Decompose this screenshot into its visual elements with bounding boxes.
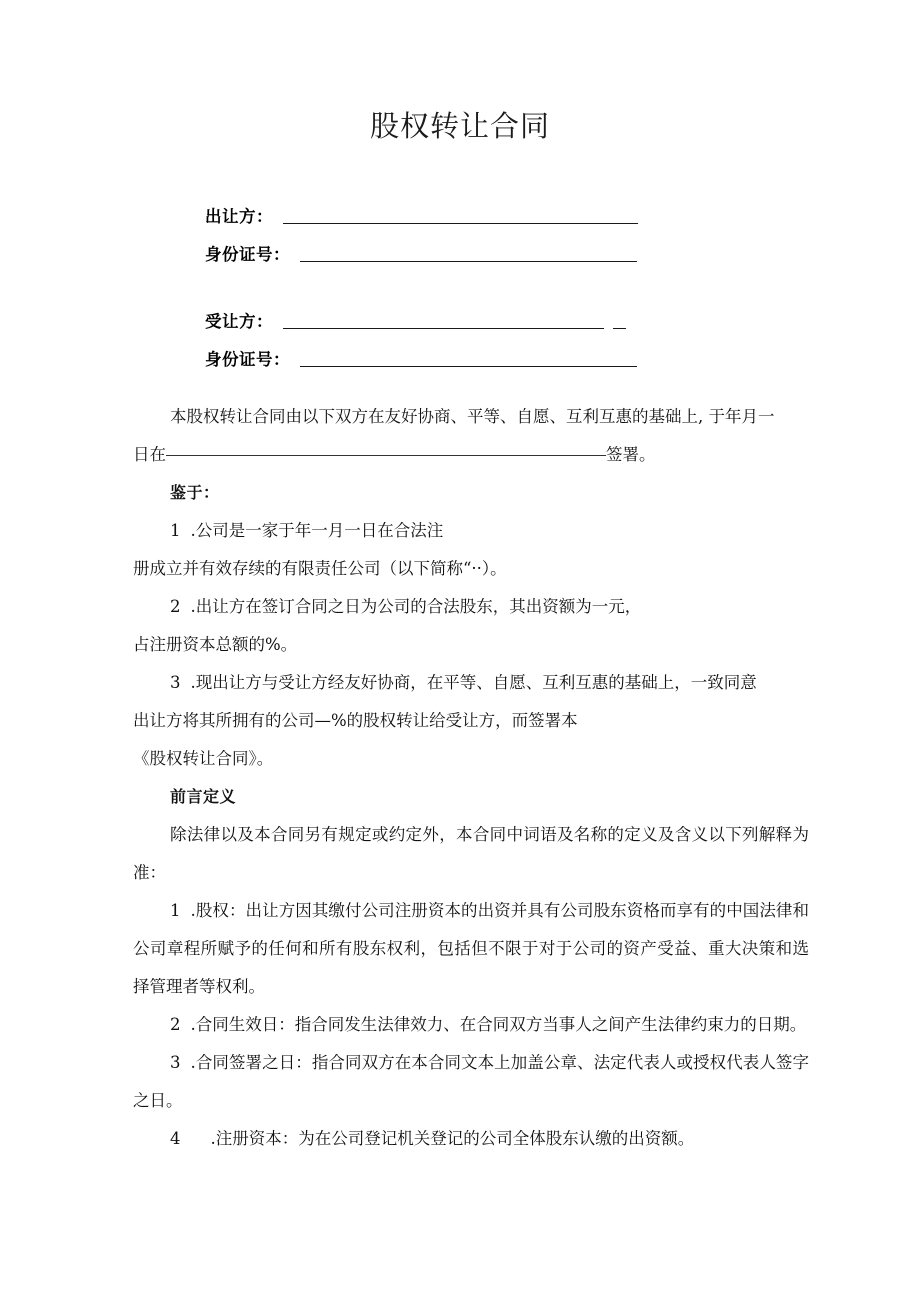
- whereas-item-1-line-1: [133, 512, 809, 550]
- definition-item-4-text: 注册资本：为在公司登记机关登记的公司全体股东认缴的出资额。: [215, 1129, 695, 1148]
- definition-item-4-number: 4: [170, 1129, 181, 1148]
- preamble-line-2-suffix: 签署。: [606, 445, 656, 464]
- whereas-item-2-text: 出让方在签订合同之日为公司的合法股东，其出资额为一元，: [195, 597, 642, 616]
- definitions-section: [133, 778, 809, 1158]
- definitions-intro: 除法律以及本合同另有规定或约定外，本合同中词语及名称的定义及含义以下列解释为准：: [133, 825, 809, 882]
- whereas-item-2-number: 2: [170, 597, 181, 616]
- page-title: 股权转让合同: [369, 109, 550, 143]
- whereas-item-1-separator: .: [190, 521, 196, 540]
- definition-item-4: [133, 1120, 809, 1158]
- definition-item-1-separator: .: [190, 901, 196, 920]
- transferor-name-label: 出让方：: [205, 207, 273, 226]
- definition-item-3-text: 合同签署之日：指合同双方在本合同文本上加盖公章、法定代表人或授权代表人签字之日。: [133, 1053, 809, 1110]
- transferee-id-row: [205, 335, 725, 371]
- definition-item-4-separator: .: [210, 1129, 216, 1148]
- whereas-item-3-text: 现出让方与受让方经友好协商，在平等、自愿、互利互惠的基础上，一致同意: [195, 673, 757, 692]
- definition-item-2-text: 合同生效日：指合同发生法律效力、在合同双方当事人之间产生法律约束力的日期。: [195, 1015, 807, 1034]
- whereas-item-3-separator: .: [190, 673, 196, 692]
- preamble-line-1: 本股权转让合同由以下双方在友好协商、平等、自愿、互利互惠的基础上, 于年月一: [170, 407, 775, 426]
- transferee-name-row: [205, 297, 725, 333]
- whereas-item-3-number: 3: [170, 673, 181, 692]
- transferor-block: [205, 192, 725, 266]
- whereas-item-3-line-2: 出让方将其所拥有的公司—%的股权转让给受让方，而签署本: [133, 711, 578, 730]
- definition-item-1-number: 1: [170, 901, 181, 920]
- preamble-paragraph: [133, 398, 809, 474]
- preamble-line-2-prefix: 日在: [133, 445, 166, 464]
- definition-item-3-separator: .: [190, 1053, 196, 1072]
- transferee-name-field[interactable]: [283, 327, 604, 329]
- transferor-id-label: 身份证号：: [205, 245, 290, 264]
- whereas-heading: 鉴于：: [170, 483, 220, 502]
- definition-item-3: [133, 1044, 809, 1120]
- whereas-item-1-text: 公司是一家于年一月一日在合法注: [195, 521, 444, 540]
- whereas-item-3-line-3: 《股权转让合同》。: [133, 749, 274, 768]
- whereas-item-1-line-2: 册成立并有效存续的有限责任公司（以下简称“··）。: [133, 559, 507, 578]
- whereas-item-2-line-1: [133, 588, 809, 626]
- whereas-item-2-line-2: 占注册资本总额的%。: [133, 635, 298, 654]
- definition-item-1: [133, 892, 809, 1006]
- definition-item-1-text: 股权：出让方因其缴付公司注册资本的出资并具有公司股东资格而享有的中国法律和公司章程所赋予的任何和所有股东权利，包括但不限于对于公司的资产受益、重大决策和选择管理者等权利。: [133, 901, 809, 996]
- transferee-id-field[interactable]: [300, 365, 637, 367]
- whereas-item-3-line-1: [133, 664, 809, 702]
- definition-item-3-number: 3: [170, 1053, 181, 1072]
- transferee-name-field-tail[interactable]: [613, 327, 626, 329]
- definitions-heading: 前言定义: [170, 787, 237, 806]
- preamble-line-2: [133, 436, 809, 474]
- transferor-name-row: [205, 192, 725, 228]
- whereas-item-2-separator: .: [190, 597, 196, 616]
- transferor-id-field[interactable]: [300, 260, 637, 262]
- transferee-name-label: 受让方：: [205, 312, 273, 331]
- transferor-name-field[interactable]: [283, 222, 638, 224]
- transferee-block: [205, 297, 725, 371]
- whereas-section: [133, 474, 809, 778]
- definition-item-2-separator: .: [190, 1015, 196, 1034]
- definition-item-2-number: 2: [170, 1015, 181, 1034]
- definition-item-2: [133, 1006, 809, 1044]
- signing-place-field[interactable]: [166, 454, 606, 456]
- transferee-id-label: 身份证号：: [205, 350, 290, 369]
- transferor-id-row: [205, 230, 725, 266]
- whereas-item-1-number: 1: [170, 521, 181, 540]
